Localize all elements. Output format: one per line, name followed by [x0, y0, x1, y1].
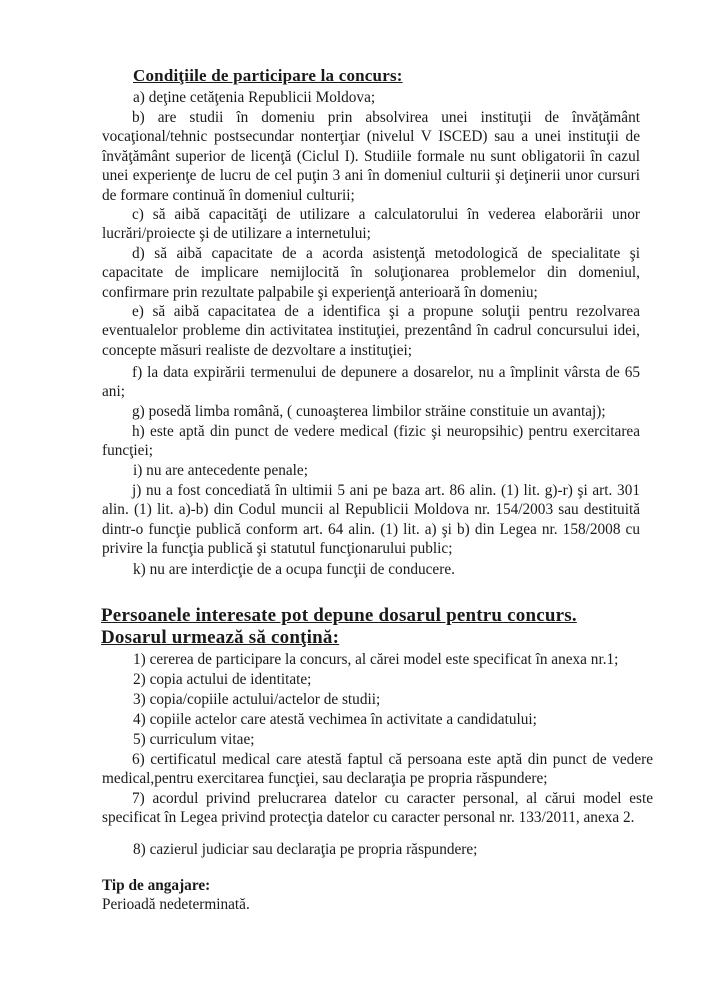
dossier-item-5: 5) curriculum vitae;: [133, 731, 255, 748]
condition-e: e) să aibă capacitatea de a identifica şi a propune soluţii pentru rezolvarea eventualelor probleme din activitatea instituţiei, prezentând în cadrul concursului idei, concepte măsuri realiste de dezvoltare a instituţiei;: [102, 303, 640, 359]
condition-k: k) nu are interdicţie de a ocupa funcţii de conducere.: [133, 561, 455, 578]
dossier-item-8: 8) cazierul judiciar sau declaraţia pe propria răspundere;: [133, 841, 478, 858]
dossier-subtitle: Dosarul urmează să conţină:: [101, 627, 340, 648]
condition-g: g) posedă limba română, ( cunoaşterea limbilor străine constituie un avantaj);: [132, 403, 606, 420]
condition-d: d) să aibă capacitate de a acorda asistenţă metodologică de specialitate şi capacitate de implicare nemijlocită în soluţionarea problemelor din domeniul, confirmare prin rezultate palpabile şi experienţă anterioară în domeniu;: [102, 245, 640, 301]
condition-a: a) deţine cetăţenia Republicii Moldova;: [133, 89, 376, 106]
condition-i: i) nu are antecedente penale;: [133, 462, 308, 479]
dossier-item-3: 3) copia/copiile actului/actelor de studii;: [133, 691, 381, 708]
condition-f: f) la data expirării termenului de depunere a dosarelor, nu a împlinit vârsta de 65 ani;: [102, 364, 640, 401]
dossier-item-4: 4) copiile actelor care atestă vechimea în activitate a candidatului;: [133, 711, 537, 728]
condition-h: h) este aptă din punct de vedere medical (fizic şi neuropsihic) pentru exercitarea funcţiei;: [102, 423, 640, 460]
dossier-title: Persoanele interesate pot depune dosarul pentru concurs.: [101, 605, 577, 626]
dossier-item-2: 2) copia actului de identitate;: [133, 671, 312, 688]
dossier-item-6: 6) certificatul medical care atestă faptul că persoana este aptă din punct de vedere medical,pentru exercitarea funcţiei, sau declaraţia pe propria răspundere;: [102, 751, 653, 788]
condition-j: j) nu a fost concediată în ultimii 5 ani pe baza art. 86 alin. (1) lit. g)-r) şi art. 301 alin. (1) lit. a)-b) din Codul muncii al Republicii Moldova nr. 154/2003 sau destituită dintr-o funcţie publică conform art. 64 alin. (1) lit. a) şi b) din Legea nr. 158/2008 cu privire la funcţia publică şi statutul funcţionarului public;: [102, 482, 640, 558]
employment-title: Tip de angajare:: [102, 877, 211, 894]
conditions-title: Condiţiile de participare la concurs:: [133, 66, 403, 85]
employment-value: Perioadă nedeterminată.: [102, 896, 250, 913]
dossier-item-7: 7) acordul privind prelucrarea datelor cu caracter personal, al cărui model este specificat în Legea privind protecţia datelor cu caracter personal nr. 133/2011, anexa 2.: [102, 790, 653, 827]
condition-c: c) să aibă capacităţi de utilizare a calculatorului în vederea elaborării unor lucrări/proiecte şi de utilizare a internetului;: [102, 206, 640, 243]
condition-b: b) are studii în domeniu prin absolvirea unei instituţii de învăţământ vocaţional/tehnic postsecundar nonterţiar (nivelul V ISCED) sau a unei instituţii de învăţământ superior de licenţă (Ciclul I). Studiile formale nu sunt obligatorii în cazul unei experienţe de lucru de cel puţin 3 ani în domeniul culturii şi deţinerii unor cursuri de formare continuă în domeniul culturii;: [102, 109, 640, 204]
dossier-item-1: 1) cererea de participare la concurs, al cărei model este specificat în anexa nr.1;: [133, 651, 619, 668]
